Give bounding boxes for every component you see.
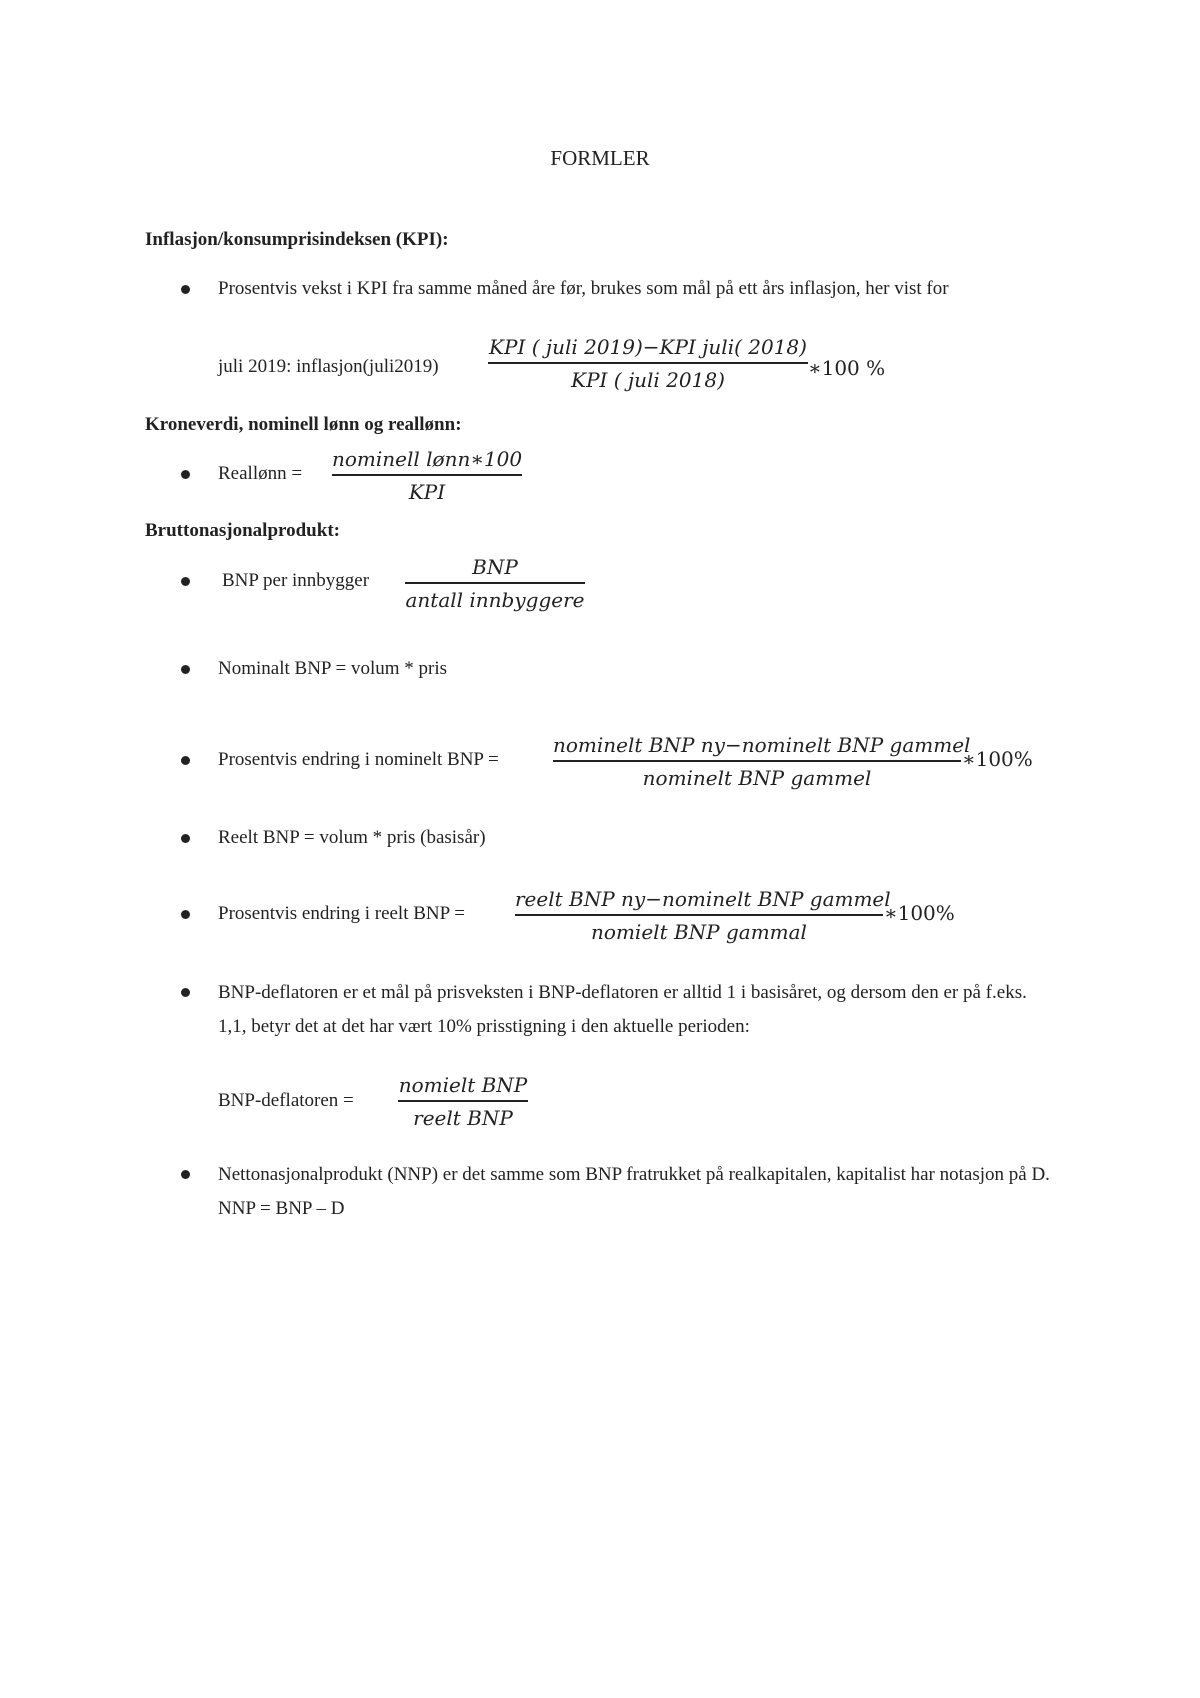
- fraction-denominator: antall innbyggere: [405, 588, 585, 612]
- bnp-per-innbygger-fraction: [405, 555, 585, 612]
- endring-reelt-fraction: [515, 887, 891, 944]
- inflasjon-formula-label: juli 2019: inflasjon(juli2019): [218, 356, 439, 377]
- inflasjon-suffix: ∗100 %: [808, 356, 886, 380]
- bullet: [181, 988, 190, 997]
- fraction-denominator: reelt BNP: [413, 1106, 513, 1130]
- fraction-denominator: KPI ( juli 2018): [571, 368, 725, 392]
- bnp-per-innbygger-label: BNP per innbygger: [222, 570, 370, 591]
- heading-inflasjon: Inflasjon/konsumprisindeksen (KPI):: [145, 229, 449, 250]
- endring-reelt-suffix: ∗100%: [884, 901, 955, 925]
- endring-nominelt-fraction: [553, 733, 971, 790]
- reallonn-fraction: [332, 447, 522, 504]
- bullet: [181, 577, 190, 586]
- deflator-fraction: [398, 1073, 528, 1130]
- bullet: [181, 910, 190, 919]
- fraction-numerator: KPI ( juli 2019)−KPI juli( 2018): [489, 335, 807, 359]
- fraction-numerator: reelt BNP ny−nominelt BNP gammel: [515, 887, 891, 911]
- nnp-text: Nettonasjonalprodukt (NNP) er det samme som BNP fratrukket på realkapitalen, kapitalist har notasjon på D. NNP = BNP – D: [218, 1164, 1050, 1219]
- endring-reelt-label: Prosentvis endring i reelt BNP =: [218, 903, 465, 924]
- fraction-denominator: nomielt BNP gammal: [591, 920, 807, 944]
- fraction-bar: [398, 1100, 528, 1102]
- fraction-bar: [332, 474, 522, 476]
- bullet: [181, 756, 190, 765]
- nominelt-bnp-text: Nominalt BNP = volum * pris: [218, 658, 448, 679]
- bullet: [181, 1170, 190, 1179]
- bullet: [181, 834, 190, 843]
- endring-nominelt-suffix: ∗100%: [962, 747, 1033, 771]
- fraction-bar: [405, 582, 585, 584]
- heading-bnp: Bruttonasjonalprodukt:: [145, 520, 340, 541]
- inflasjon-fraction: [488, 335, 808, 392]
- deflator-label: BNP-deflatoren =: [218, 1090, 354, 1111]
- fraction-bar: [488, 362, 808, 364]
- page-title: FORMLER: [550, 146, 650, 170]
- bullet: [181, 470, 190, 479]
- bullet: [181, 285, 190, 294]
- fraction-bar: [515, 914, 883, 916]
- reelt-bnp-text: Reelt BNP = volum * pris (basisår): [218, 827, 486, 848]
- fraction-denominator: KPI: [408, 480, 446, 504]
- fraction-numerator: nominell lønn∗100: [332, 447, 523, 471]
- reallonn-label: Reallønn =: [218, 463, 303, 484]
- inflasjon-bullet-text: Prosentvis vekst i KPI fra samme måned åre før, brukes som mål på ett års inflasjon, her vist for: [218, 278, 949, 299]
- deflator-text: BNP-deflatoren er et mål på prisveksten i BNP-deflatoren er alltid 1 i basisåret, og dersom den er på f.eks. 1,1, betyr det at det har vært 10% prisstigning i den aktuelle perioden:: [218, 982, 1027, 1037]
- fraction-numerator: nomielt BNP: [398, 1073, 528, 1097]
- bullet: [181, 665, 190, 674]
- fraction-numerator: BNP: [472, 555, 518, 579]
- heading-kroneverdi: Kroneverdi, nominell lønn og reallønn:: [145, 414, 462, 435]
- endring-nominelt-label: Prosentvis endring i nominelt BNP =: [218, 749, 499, 770]
- fraction-bar: [553, 760, 961, 762]
- fraction-denominator: nominelt BNP gammel: [642, 766, 872, 790]
- fraction-numerator: nominelt BNP ny−nominelt BNP gammel: [553, 733, 971, 757]
